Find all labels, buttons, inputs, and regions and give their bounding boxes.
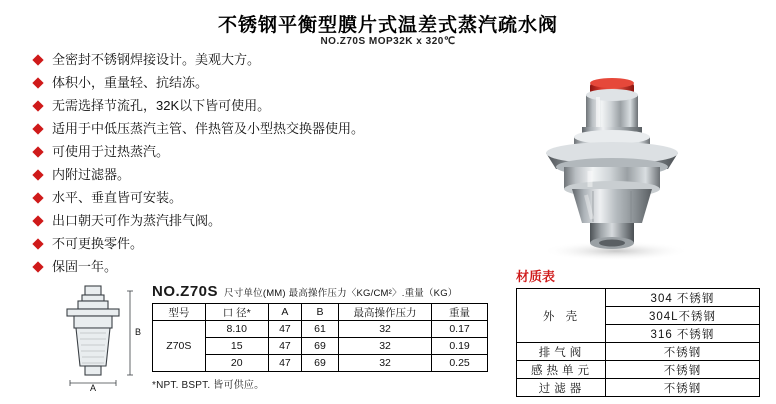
cell-weight: 0.25 [432, 355, 488, 372]
col-a: A [268, 304, 301, 321]
feature-text: 保固一年。 [52, 259, 118, 274]
table-row [517, 379, 760, 397]
material-label-air-vent: 排气阀 [517, 343, 606, 361]
diamond-bullet-icon [32, 100, 43, 111]
material-value: 不锈钢 [606, 361, 760, 379]
cell-b: 69 [302, 338, 339, 355]
table-row [517, 361, 760, 379]
cell-b: 69 [302, 355, 339, 372]
list-item [34, 167, 454, 183]
material-table-block [516, 266, 764, 397]
feature-list [34, 52, 454, 282]
list-item [34, 259, 454, 275]
diamond-bullet-icon [32, 192, 43, 203]
list-item [34, 75, 454, 91]
material-label-thermal-unit: 感热单元 [517, 361, 606, 379]
material-value: 304L不锈钢 [606, 307, 760, 325]
spec-table-block [152, 283, 492, 391]
feature-text: 可使用于过热蒸汽。 [52, 144, 170, 159]
dimension-label-a: A [90, 383, 97, 393]
spec-table [152, 303, 488, 372]
spec-units-note: 尺寸单位(MM) 最高操作压力〈KG/CM²〉.重量（KG） [224, 288, 458, 299]
diamond-bullet-icon [32, 169, 43, 180]
cell-a: 47 [268, 321, 301, 338]
col-pressure: 最高操作压力 [338, 304, 431, 321]
cell-diameter: 20 [205, 355, 268, 372]
feature-text: 无需选择节流孔，32K以下皆可使用。 [52, 98, 271, 113]
material-value: 316 不锈钢 [606, 325, 760, 343]
table-row [517, 343, 760, 361]
cell-weight: 0.17 [432, 321, 488, 338]
cell-pressure: 32 [338, 355, 431, 372]
col-model: 型号 [153, 304, 206, 321]
material-value: 不锈钢 [606, 379, 760, 397]
feature-text: 水平、垂直皆可安装。 [52, 190, 183, 205]
diamond-bullet-icon [32, 77, 43, 88]
page-title: 不锈钢平衡型膜片式温差式蒸汽疏水阀 [217, 15, 558, 36]
material-value: 304 不锈钢 [606, 289, 760, 307]
cell-weight: 0.19 [432, 338, 488, 355]
cell-diameter: 8.10 [205, 321, 268, 338]
list-item [34, 213, 454, 229]
list-item [34, 121, 454, 137]
feature-text: 适用于中低压蒸汽主管、伴热管及小型热交换器使用。 [52, 121, 365, 136]
feature-text: 出口朝天可作为蒸汽排气阀。 [52, 213, 222, 228]
diamond-bullet-icon [32, 123, 43, 134]
material-label-shell: 外 壳 [517, 289, 606, 343]
diamond-bullet-icon [32, 215, 43, 226]
cell-model: Z70S [153, 321, 206, 372]
list-item [34, 52, 454, 68]
model-code: NO.Z70S [152, 283, 219, 300]
steam-trap-valve-illustration [498, 55, 734, 260]
spec-footnote: *NPT. BSPT. 皆可供应。 [152, 380, 265, 391]
cell-a: 47 [268, 338, 301, 355]
valve-outline-drawing [58, 283, 148, 393]
diamond-bullet-icon [32, 54, 43, 65]
material-label-filter: 过滤器 [517, 379, 606, 397]
table-row [153, 321, 488, 338]
dimension-drawing [58, 283, 148, 393]
diamond-bullet-icon [32, 146, 43, 157]
list-item [34, 98, 454, 114]
material-table-title: 材质表 [516, 269, 556, 284]
feature-text: 全密封不锈钢焊接设计。美观大方。 [52, 52, 261, 67]
col-diameter: 口 径* [205, 304, 268, 321]
page-subtitle: NO.Z70S MOP32K x 320℃ [320, 36, 456, 47]
col-weight: 重量 [432, 304, 488, 321]
diamond-bullet-icon [32, 238, 43, 249]
col-b: B [302, 304, 339, 321]
material-table [516, 288, 760, 397]
product-photo [498, 55, 734, 260]
feature-text: 不可更换零件。 [52, 236, 144, 251]
cell-a: 47 [268, 355, 301, 372]
cell-pressure: 32 [338, 338, 431, 355]
feature-text: 内附过滤器。 [52, 167, 131, 182]
cell-b: 61 [302, 321, 339, 338]
table-row [517, 289, 760, 307]
cell-pressure: 32 [338, 321, 431, 338]
cell-diameter: 15 [205, 338, 268, 355]
feature-text: 体积小，重量轻、抗结冻。 [52, 75, 209, 90]
list-item [34, 190, 454, 206]
table-header-row [153, 304, 488, 321]
spec-header [152, 283, 492, 300]
material-value: 不锈钢 [606, 343, 760, 361]
diamond-bullet-icon [32, 261, 43, 272]
list-item [34, 144, 454, 160]
list-item [34, 236, 454, 252]
dimension-label-b: B [135, 327, 142, 337]
